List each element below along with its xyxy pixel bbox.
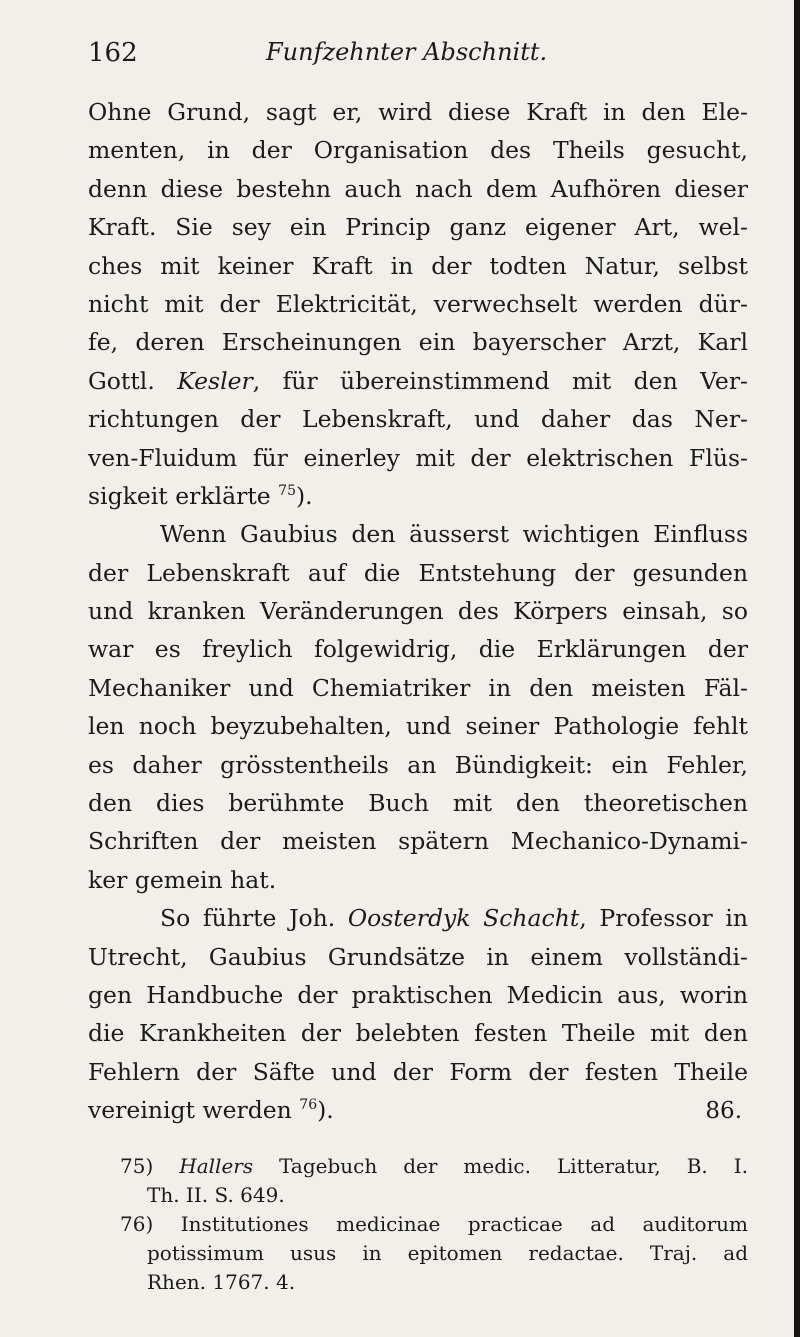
- text-line: denn diese bestehn auch nach dem Aufhören dieser: [88, 174, 748, 203]
- text-fragment: Gottl.: [88, 366, 178, 395]
- text-line: len noch beyzubehalten, und seiner Pathologie fehlt: [88, 712, 748, 741]
- footnote-line: Rhen. 1767. 4.: [147, 1270, 296, 1294]
- footnote-mark: 76): [120, 1212, 154, 1236]
- text-line: Fehlern der Säfte und der Form der festen Theile: [88, 1057, 748, 1086]
- text-line: war es freylich folgewidrig, die Erklärungen der: [88, 635, 748, 664]
- footnote-text: Institutiones medicinae practicae ad auditorum: [153, 1212, 748, 1236]
- text-fragment: , für übereinstimmend mit den Ver-: [252, 366, 748, 395]
- page-number: 162: [88, 38, 138, 68]
- text-line: Kraft. Sie sey ein Princip ganz eigener Art, wel-: [88, 213, 748, 242]
- footnote-italic: Hallers: [179, 1154, 254, 1178]
- text-line: ches mit keiner Kraft in der todten Natur, selbst: [88, 251, 748, 280]
- text-line: [88, 1091, 748, 1129]
- page-header: [88, 38, 748, 78]
- text-fragment: ).: [296, 481, 313, 510]
- text-line: [88, 477, 748, 515]
- text-line: es daher grösstentheils an Bündigkeit: ein Fehler,: [88, 750, 748, 779]
- text-fragment: sigkeit erklärte: [88, 481, 271, 510]
- text-line: ker gemein hat.: [88, 865, 277, 894]
- text-fragment: vereinigt werden: [88, 1096, 292, 1125]
- text-line: [88, 362, 748, 400]
- footnote-line: [120, 1152, 748, 1181]
- author-name-italic: Oosterdyk Schacht: [347, 904, 580, 933]
- text-line: nicht mit der Elektricität, verwechselt werden dür-: [88, 289, 748, 318]
- footnote-ref: 76: [299, 1097, 318, 1114]
- catchword: 86.: [705, 1098, 742, 1124]
- footnote-line: potissimum usus in epitomen redactae. Traj. ad: [147, 1241, 748, 1265]
- text-line: menten, in der Organisation des Theils gesucht,: [88, 136, 748, 165]
- text-line: Mechaniker und Chemiatriker in den meisten Fäl-: [88, 673, 748, 702]
- running-title: Funfzehnter Abschnitt.: [266, 38, 548, 66]
- text-fragment: ).: [317, 1096, 334, 1125]
- footnote-mark: 75): [120, 1154, 154, 1178]
- text-line: Ohne Grund, sagt er, wird diese Kraft in den Ele-: [88, 98, 748, 126]
- text-line: die Krankheiten der belebten festen Theile mit den: [88, 1019, 748, 1048]
- footnotes: [120, 1152, 748, 1297]
- text-line: richtungen der Lebenskraft, und daher das Ner-: [88, 405, 748, 434]
- text-line: Wenn Gaubius den äusserst wichtigen Einfluss: [160, 520, 748, 549]
- text-line: den dies berühmte Buch mit den theoretischen: [88, 789, 748, 818]
- footnote-ref: 75: [278, 483, 296, 500]
- body-text: [88, 93, 748, 1130]
- text-fragment: So führte Joh.: [160, 904, 348, 933]
- text-line: der Lebenskraft auf die Entstehung der gesunden: [88, 558, 748, 587]
- author-name-italic: Kesler: [177, 366, 253, 395]
- text-line: ven-Fluidum für einerley mit der elektrischen Flüs-: [88, 443, 748, 472]
- footnote-line: [120, 1210, 748, 1239]
- page-edge-shadow: [794, 0, 800, 1337]
- text-line: [88, 899, 748, 937]
- text-line: gen Handbuche der praktischen Medicin aus, worin: [88, 980, 748, 1009]
- footnote-line: Th. II. S. 649.: [147, 1183, 285, 1207]
- text-fragment: , Professor in: [579, 904, 748, 933]
- text-line: Utrecht, Gaubius Grundsätze in einem vollständi-: [88, 942, 748, 971]
- text-line: und kranken Veränderungen des Körpers einsah, so: [88, 597, 748, 626]
- text-line: Schriften der meisten spätern Mechanico-Dynami-: [88, 827, 748, 856]
- text-line: fe, deren Erscheinungen ein bayerscher Arzt, Karl: [88, 328, 748, 357]
- footnote-text: Tagebuch der medic. Litteratur, B. I.: [253, 1154, 749, 1178]
